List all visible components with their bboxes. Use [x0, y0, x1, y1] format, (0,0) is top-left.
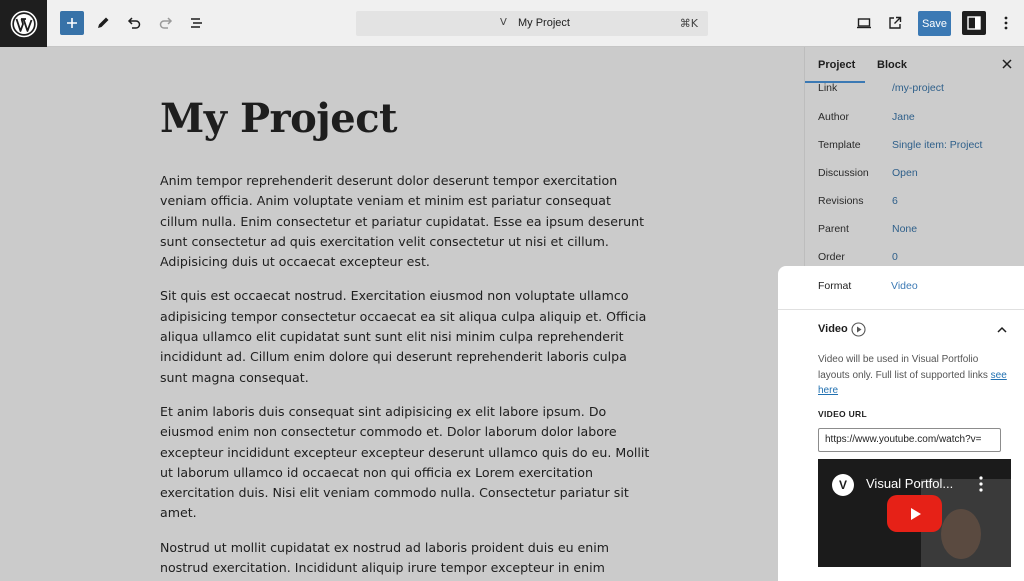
add-block-button[interactable] [60, 11, 84, 35]
meta-value-link[interactable]: /my-project [892, 82, 944, 94]
see-here-link[interactable]: see here [818, 369, 1007, 396]
tools-pencil-icon[interactable] [93, 13, 113, 33]
channel-logo: V [832, 474, 854, 496]
meta-row-discussion [805, 167, 1024, 187]
tab-project[interactable]: Project [818, 59, 856, 71]
format-video-panel [778, 266, 1024, 581]
wordpress-logo-icon[interactable] [0, 0, 47, 47]
editor-toolbar [0, 0, 1024, 47]
chevron-up-icon[interactable] [996, 324, 1008, 336]
meta-row-revisions [805, 195, 1024, 215]
sidebar-tabs [805, 47, 1024, 83]
redo-icon[interactable] [156, 13, 176, 33]
paragraph-block[interactable]: Nostrud ut mollit cupidatat ex nostrud ad laboris proident duis eu enim nostrud exercitation. Incididunt aliquip irure tempor excepteur in enim [160, 539, 610, 576]
meta-label: Discussion [818, 167, 869, 179]
thumbnail-figure [941, 509, 981, 559]
meta-value-template[interactable]: Single item: Project [892, 139, 983, 151]
meta-label: Template [818, 139, 861, 151]
meta-label: Author [818, 111, 849, 123]
command-prefix: V [500, 17, 507, 28]
video-url-input[interactable]: https://www.youtube.com/watch?v= [818, 428, 1001, 452]
tab-block[interactable]: Block [877, 59, 907, 71]
document-title: My Project [518, 17, 570, 29]
meta-label: Link [818, 82, 838, 94]
paragraph-block[interactable]: Anim tempor reprehenderit deserunt dolor deserunt tempor exercitation veniam officia. Anim voluptate veniam et minim est pariatur consequat cillum nulla. Enim consectetur et pariatur cupidatat. Esse ea ipsum deserunt sunt consectetur ad quis exercitation velit consectetur ut nisi et cillum. Adipisicing duis ut occaecat excepteur est. [160, 173, 645, 270]
post-body [160, 171, 650, 581]
video-help-body: Video will be used in Visual Portfolio layouts only. Full list of supported links [818, 354, 991, 381]
meta-row-format [778, 266, 1024, 310]
meta-row-template [805, 139, 1024, 159]
sidebar-icon [967, 16, 981, 30]
preview-desktop-icon[interactable] [854, 13, 874, 33]
meta-label: Parent [818, 223, 849, 235]
more-options-icon[interactable] [996, 13, 1016, 33]
play-circle-icon [851, 322, 866, 337]
save-button[interactable]: Save [918, 11, 951, 36]
keyboard-shortcut: ⌘K [679, 17, 698, 30]
meta-value-parent[interactable]: None [892, 223, 918, 235]
meta-row-author [805, 111, 1024, 131]
external-link-icon[interactable] [885, 13, 905, 33]
paragraph-block[interactable]: Et anim laboris duis consequat sint adipisicing ex elit labore ipsum. Do eiusmod enim non consectetur commodo et. Dolor laborum dolor labore excepteur incididunt excepteur excepteur deserunt ullamco quis do eu. Mollit ut laborum ullamco id occaecat non qui officia ex Lorem exercitation exercitation duis. Nisi elit veniam commodo nulla. Consectetur pariatur sit amet. [160, 403, 650, 521]
format-label: Format [818, 280, 852, 292]
settings-sidebar-toggle[interactable] [962, 11, 986, 35]
close-icon[interactable] [1000, 57, 1014, 71]
command-palette-bar[interactable] [356, 11, 708, 36]
video-title: Visual Portfol... [866, 476, 954, 491]
format-value[interactable]: Video [891, 280, 918, 292]
play-icon [906, 505, 924, 523]
video-section-heading[interactable]: Video [818, 323, 848, 335]
undo-icon[interactable] [124, 13, 144, 33]
video-preview-thumbnail[interactable] [818, 459, 1011, 567]
list-view-icon[interactable] [187, 13, 207, 33]
meta-value-discussion[interactable]: Open [892, 167, 918, 179]
plus-icon [66, 17, 78, 29]
meta-label: Revisions [818, 195, 864, 207]
meta-row-parent [805, 223, 1024, 243]
video-help-text [818, 352, 1008, 399]
editor-canvas [0, 47, 804, 581]
post-title[interactable]: My Project [160, 95, 398, 142]
meta-label: Order [818, 251, 845, 263]
meta-value-revisions[interactable]: 6 [892, 195, 898, 207]
meta-value-order[interactable]: 0 [892, 251, 898, 263]
youtube-play-button[interactable] [887, 495, 942, 532]
paragraph-block[interactable]: Sit quis est occaecat nostrud. Exercitation eiusmod non voluptate ullamco adipisicing tempor consectetur occaecat ea sit aliqua culpa aliquip et. Officia aliqua ullamco elit cupidatat sunt sunt elit nisi minim culpa reprehenderit incididunt ad. Cillum enim dolore qui deserunt reprehenderit laboris culpa sunt magna consequat. [160, 288, 647, 385]
video-menu-icon[interactable] [976, 475, 986, 493]
meta-value-author[interactable]: Jane [892, 111, 915, 123]
meta-row-link [805, 82, 1024, 102]
video-url-label: VIDEO URL [818, 409, 867, 419]
